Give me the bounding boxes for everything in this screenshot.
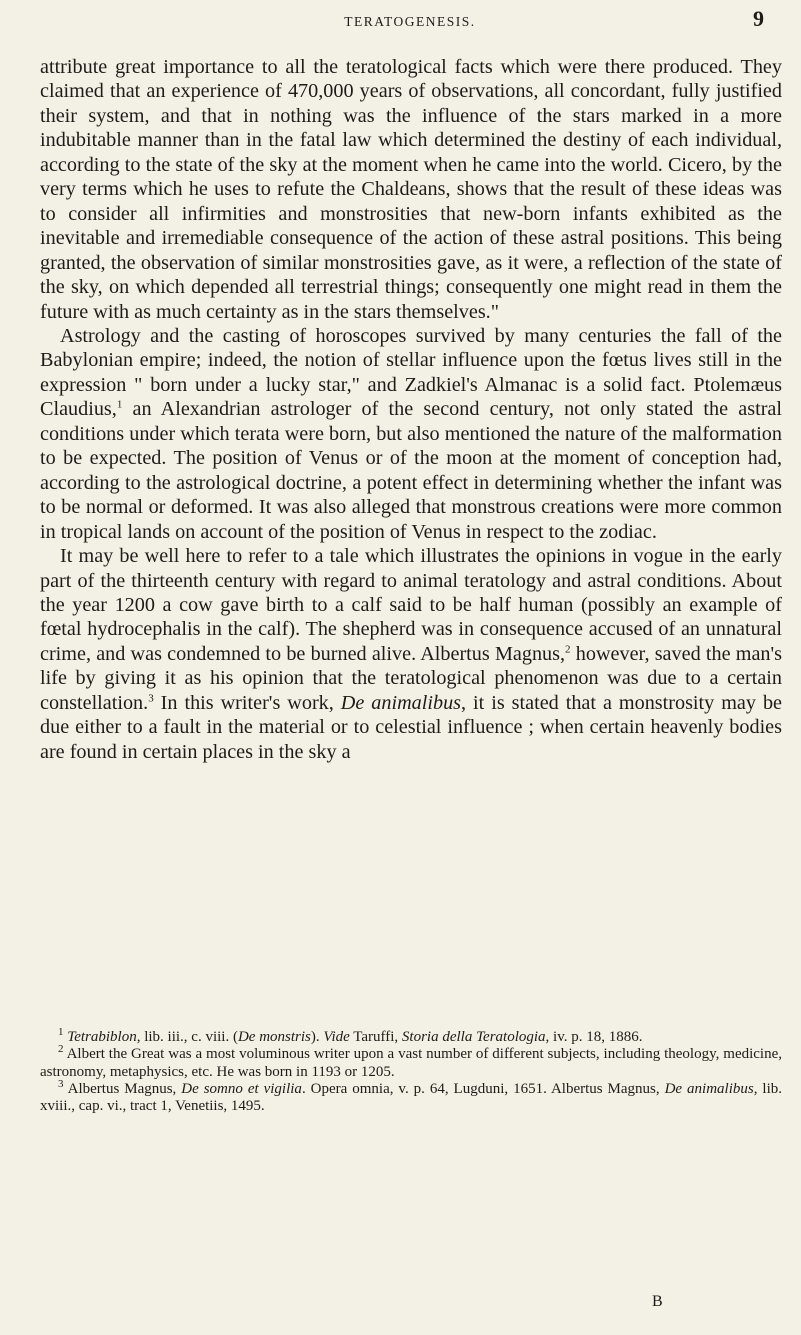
paragraph: [40, 324, 782, 544]
footnote: [40, 1026, 782, 1046]
footnote-ref: 1: [58, 1026, 64, 1038]
text-run: , iv. p. 18, 1886.: [545, 1029, 643, 1045]
footnote-ref: 2: [58, 1043, 64, 1056]
italic-text: De somno et vigilia: [181, 1080, 302, 1097]
footnote-ref: 3: [148, 692, 154, 705]
footnote: [40, 1077, 783, 1116]
text-run: however, saved the man's life by giving it as his opinion that the teratological phenomenon was due to a certain constellation.: [40, 642, 782, 714]
paragraph: [40, 55, 782, 324]
running-title: TERATOGENESIS.: [344, 14, 476, 29]
signature-mark: B: [652, 1293, 663, 1310]
footnote-ref: 2: [565, 643, 571, 656]
italic-text: De animalibus: [664, 1080, 754, 1097]
text-run: an Alexandrian astrologer of the second century, not only stated the astral conditions under which terata were born, but also mentioned the nature of the malformation to be expected. The position of Venus or of the moon at the moment of conception had, according to the astrological doctrine, a potent effect in determining whether the infant was to be normal or deformed. It was also alleged that monstrous creations were more common in tropical lands on account of the position of Venus in respect to the zodiac.: [40, 398, 782, 543]
text-run: , lib. xviii., cap. vi., tract 1, Venetiis, 1495.: [40, 1080, 783, 1115]
page-number: 9: [753, 6, 764, 31]
italic-text: Storia della Teratologia: [401, 1029, 546, 1045]
footnote-ref: 1: [116, 398, 123, 411]
footnote-ref: 3: [58, 1077, 64, 1090]
running-header: [40, 6, 780, 34]
body-text: [40, 55, 782, 764]
italic-text: De animalibus: [340, 691, 462, 714]
footnote: [40, 1043, 782, 1081]
text-run: Taruffi,: [349, 1029, 402, 1045]
italic-text: Vide: [323, 1029, 350, 1045]
text-run: It may be well here to refer to a tale which illustrates the opinions in vogue in the early part of the thirteenth century with regard to animal teratology and astral conditions. About the year 1200 a cow gave birth to a calf said to be half human (possibly an example of fœtal hydrocephalis in the calf). The shepherd was in consequence accused of an unnatural crime, and was condemned to be burned alive. Albertus Magnus,: [40, 545, 782, 665]
text-run: attribute great importance to all the teratological facts which were there produced. They claimed that an experience of 470,000 years of observations, all concordant, fully justified their system, and that in nothing was the influence of the stars marked in a more indubitable manner than in the fatal law which determined the destiny of each individual, according to the state of the sky at the moment when he came into the world. Cicero, by the very terms which he uses to refute the Chaldeans, shows that the result of these ideas was to consider all infirmities and monstrosities that new-born infants exhibited as the inevitable and irremediable consequence of the action of these astral positions. This being granted, the observation of similar monstrosities gave, as it were, a reflection of the state of the sky, on which depended all terrestrial things; consequently one might read in them the future with as much certainty as in the stars themselves.": [40, 56, 782, 323]
italic-text: De monstris: [237, 1029, 311, 1045]
text-run: Albertus Magnus,: [63, 1080, 182, 1097]
italic-text: Tetrabiblon: [67, 1029, 137, 1045]
text-run: , it is stated that a monstrosity may be due either to a fault in the material or to celestial influence ; when certain heavenly bodies are found in certain places in the sky a: [40, 691, 782, 763]
text-run: Astrology and the casting of horoscopes survived by many centuries the fall of the Babylonian empire; indeed, the notion of stellar influence upon the fœtus lives still in the expression " born under a lucky star," and Zadkiel's Almanac is a solid fact. Ptolemæus Claudius,: [40, 324, 782, 421]
text-run: , lib. iii., c. viii. (: [136, 1029, 238, 1045]
text-run: . Opera omnia, v. p. 64, Lugduni, 1651. Albertus Magnus,: [301, 1080, 665, 1097]
paragraph: [40, 544, 782, 764]
text-run: ).: [310, 1029, 324, 1045]
text-run: In this writer's work,: [153, 691, 341, 714]
footnotes: [40, 1026, 783, 1115]
text-run: Albert the Great was a most voluminous writer upon a vast number of different subjects, including theology, medicine, astronomy, metaphysics, etc. He was born in 1193 or 1205.: [40, 1046, 782, 1080]
